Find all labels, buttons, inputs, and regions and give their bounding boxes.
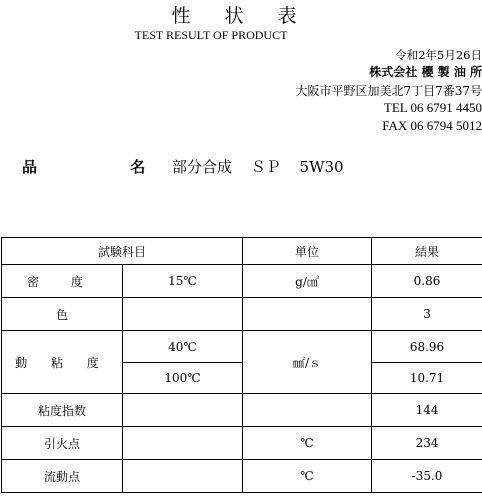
color-unit — [243, 298, 372, 331]
flash-label: 引火点 — [2, 427, 123, 460]
viscosity-unit: ㎟/ｓ — [243, 331, 372, 394]
flash-condition — [123, 427, 243, 460]
test-result-table — [1, 237, 482, 493]
company-address: 大阪市平野区加美北7丁目7番37号 — [295, 84, 482, 98]
pour-condition — [123, 460, 243, 493]
color-condition — [123, 298, 243, 331]
density-value: 0.86 — [372, 265, 482, 298]
company-fax: FAX 06 6794 5012 — [382, 118, 482, 133]
density-label: 密 度 — [2, 265, 123, 298]
viscosity-label: 動 粘 度 — [2, 331, 123, 394]
table-row-viscosity-40 — [2, 331, 482, 363]
header-unit: 単位 — [243, 238, 372, 265]
table-row-pour-point — [2, 460, 482, 493]
density-unit: g/㎤ — [243, 265, 372, 298]
header-test-item: 試験科目 — [2, 238, 243, 265]
product-name: 部分合成 ＳＰ 5W30 — [172, 158, 344, 176]
document-subtitle: TEST RESULT OF PRODUCT — [134, 28, 288, 42]
vi-unit — [243, 394, 372, 427]
vi-value: 144 — [372, 394, 482, 427]
viscosity-value-100: 10.71 — [372, 363, 482, 394]
viscosity-condition-100: 100℃ — [123, 363, 243, 394]
product-label: 品 名 — [22, 158, 190, 176]
issue-date: 令和2年5月26日 — [395, 48, 482, 62]
vi-label: 粘度指数 — [2, 394, 123, 427]
pour-label: 流動点 — [2, 460, 123, 493]
company-tel: TEL 06 6791 4450 — [383, 100, 482, 115]
table-header-row — [2, 238, 482, 265]
density-condition: 15℃ — [123, 265, 243, 298]
table-row-density — [2, 265, 482, 298]
company-name: 株式会社 櫻 製 油 所 — [369, 65, 482, 79]
document-title: 性 状 表 — [171, 5, 311, 27]
flash-value: 234 — [372, 427, 482, 460]
header-result: 結果 — [372, 238, 482, 265]
color-label: 色 — [2, 298, 123, 331]
pour-unit: ℃ — [243, 460, 372, 493]
color-value: 3 — [372, 298, 482, 331]
vi-condition — [123, 394, 243, 427]
table-row-viscosity-index — [2, 394, 482, 427]
viscosity-condition-40: 40℃ — [123, 331, 243, 363]
viscosity-value-40: 68.96 — [372, 331, 482, 363]
flash-unit: ℃ — [243, 427, 372, 460]
table-row-color — [2, 298, 482, 331]
pour-value: -35.0 — [372, 460, 482, 493]
table-row-flash-point — [2, 427, 482, 460]
